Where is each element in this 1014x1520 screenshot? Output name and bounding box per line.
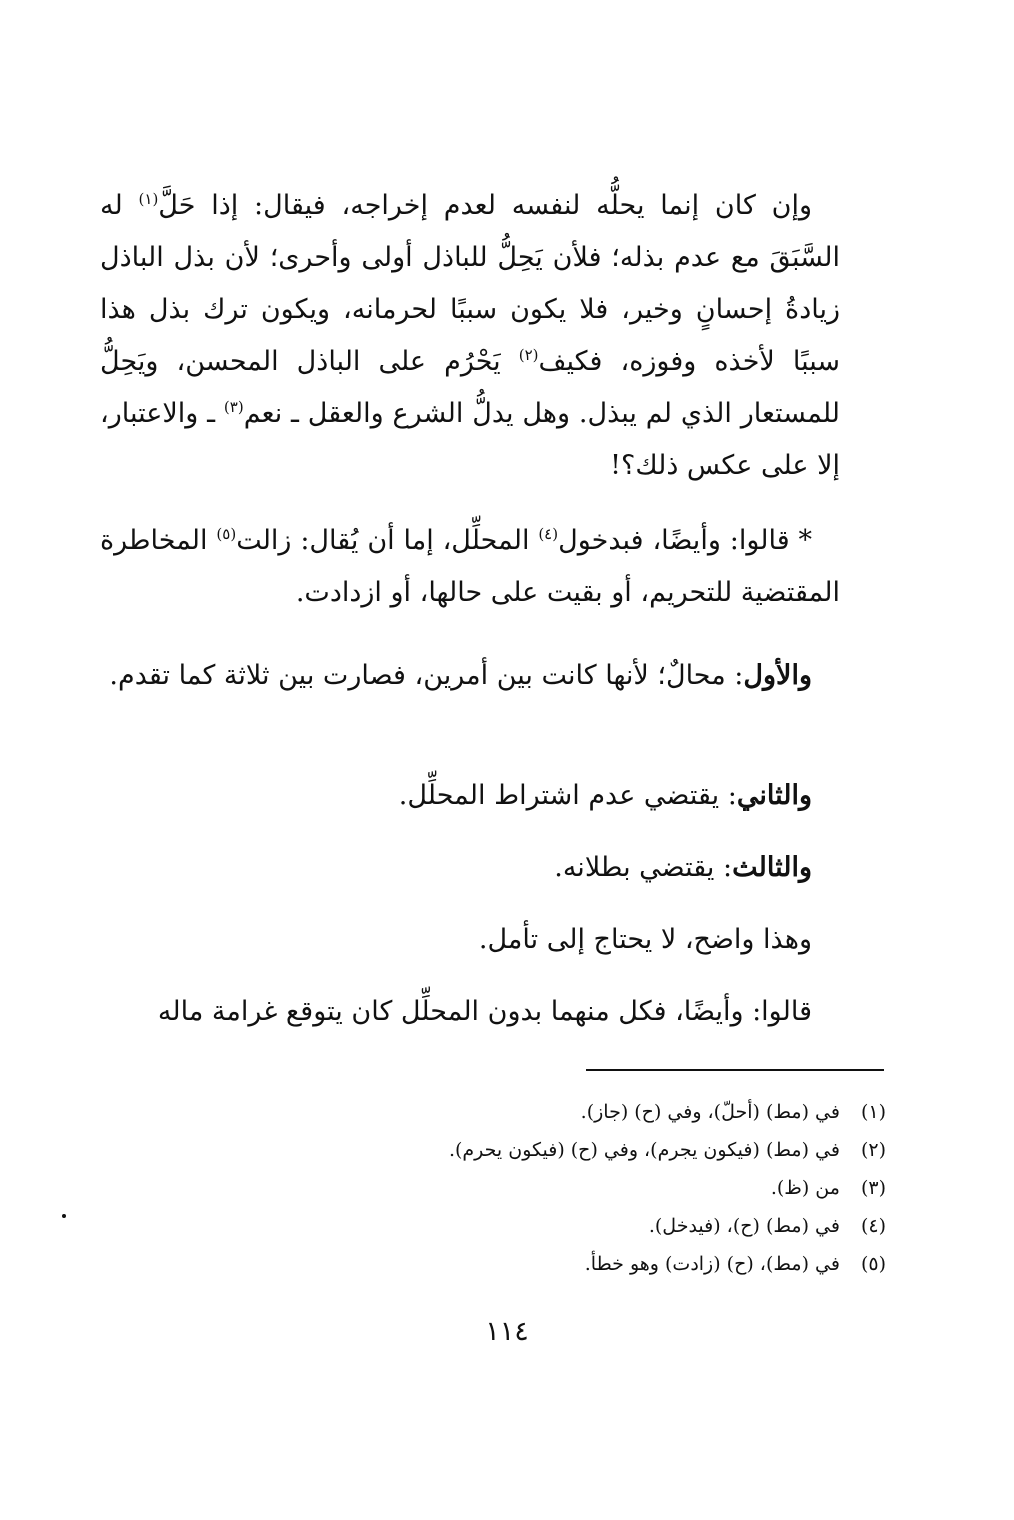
footnote-1 bbox=[126, 1093, 886, 1131]
footnote-ref-1: (١) bbox=[138, 190, 159, 208]
paragraph-5 bbox=[100, 842, 840, 894]
footnote-ref-5: (٥) bbox=[216, 525, 237, 543]
footnote-text: من (ظ). bbox=[770, 1177, 840, 1199]
text-run: : يقتضي عدم اشتراط المحلِّل. bbox=[398, 780, 737, 811]
paragraph-4 bbox=[100, 770, 840, 822]
text-run: * قالوا: وأيضًا، فبدخول bbox=[558, 525, 812, 556]
paragraph-7 bbox=[100, 986, 840, 1038]
footnote-ref-2: (٢) bbox=[518, 346, 539, 364]
heading-word: والأول bbox=[743, 660, 812, 691]
margin-speck bbox=[62, 1214, 66, 1218]
footnote-ref-4: (٤) bbox=[538, 525, 559, 543]
heading-word: والثالث bbox=[732, 852, 812, 883]
footnote-number: (٢) bbox=[860, 1139, 886, 1161]
paragraph-6 bbox=[100, 914, 840, 966]
text-run: له السَّبَقَ مع عدم بذله؛ فلأن يَحِلُّ للباذل أولى وأحرى؛ لأن بذل الباذل زيادةُ إحسانٍ وخير، فلا يكون سببًا لحرمانه، ويكون ترك بذل هذا سببًا لأخذه وفوزه، فكيف bbox=[100, 190, 840, 377]
text-run: يَحْرُم على الباذل المحسن، ويَحِلُّ للمستعار الذي لم يبذل. وهل يدلُّ الشرع والعقل ـ نعم bbox=[100, 346, 840, 429]
footnotes bbox=[126, 1093, 886, 1283]
footnote-number: (٣) bbox=[860, 1177, 886, 1199]
footnote-number: (٥) bbox=[860, 1253, 886, 1275]
footnote-separator bbox=[586, 1069, 884, 1071]
paragraph-2 bbox=[100, 515, 840, 619]
paragraph-3 bbox=[100, 650, 840, 702]
page-number: ١١٤ bbox=[485, 1316, 529, 1347]
text-run: قالوا: وأيضًا، فكل منهما بدون المحلِّل كان يتوقع غرامة ماله bbox=[157, 996, 812, 1027]
text-run: المحلِّل، إما أن يُقال: زالت bbox=[236, 525, 539, 556]
paragraph-1 bbox=[100, 180, 840, 492]
footnote-5 bbox=[126, 1245, 886, 1283]
footnote-2 bbox=[126, 1131, 886, 1169]
footnote-3 bbox=[126, 1169, 886, 1207]
footnote-text: في (مط) (ح)، (فيدخل). bbox=[648, 1215, 840, 1237]
text-run: المخاطرة المقتضية للتحريم، أو بقيت على حالها، أو ازدادت. bbox=[100, 525, 840, 608]
footnote-text: في (مط)، (ح) (زادت) وهو خطأ. bbox=[584, 1253, 840, 1275]
footnote-text: في (مط) (فيكون يجرم)، وفي (ح) (فيكون يحرم). bbox=[448, 1139, 840, 1161]
text-run: وإن كان إنما يحلُّه لنفسه لعدم إخراجه، فيقال: إذا حَلَّ bbox=[158, 190, 812, 221]
text-run: : محالٌ؛ لأنها كانت بين أمرين، فصارت بين ثلاثة كما تقدم. bbox=[109, 660, 744, 691]
footnote-text: في (مط) (أحلّ)، وفي (ح) (جاز). bbox=[580, 1101, 840, 1123]
footnote-number: (١) bbox=[860, 1101, 886, 1123]
text-run: : يقتضي بطلانه. bbox=[554, 852, 733, 883]
heading-word: والثاني bbox=[736, 780, 812, 811]
text-run: وهذا واضح، لا يحتاج إلى تأمل. bbox=[478, 924, 812, 955]
footnote-number: (٤) bbox=[860, 1215, 886, 1237]
footnote-4 bbox=[126, 1207, 886, 1245]
footnote-ref-3: (٣) bbox=[223, 398, 244, 416]
text-run: ـ والاعتبار، إلا على عكس ذلك؟! bbox=[100, 398, 840, 481]
